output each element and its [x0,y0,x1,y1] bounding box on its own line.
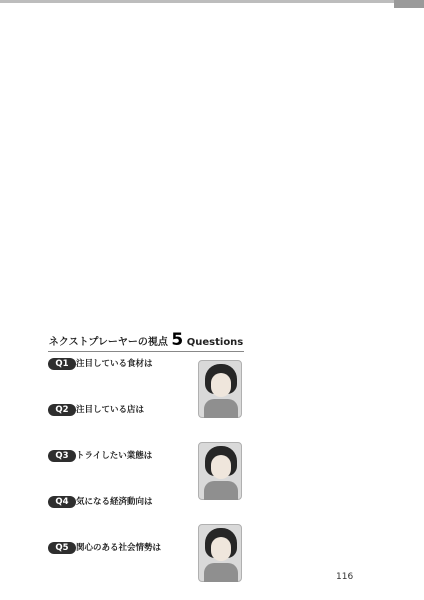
question-header [48,358,194,371]
body-column-6 [344,336,408,568]
top-border-rule [0,0,424,3]
question-number-badge: Q5 [48,542,76,554]
portrait-photo [198,524,242,582]
question-number-badge: Q4 [48,496,76,508]
question-number-badge: Q2 [48,404,76,416]
question-heading: 気になる経済動向は [76,497,153,507]
question-item [48,450,194,488]
question-header [48,542,194,555]
page-number: 116 [336,572,354,582]
question-heading: 注目している食材は [76,359,153,369]
question-answer [48,372,194,396]
questions-title-divider [48,351,244,352]
questions-title-suffix: Questions [186,337,244,348]
question-item [48,496,194,534]
body-column-5 [20,22,122,314]
questions-panel-title [48,330,244,350]
question-heading: 関心のある社会情勢は [76,543,162,553]
question-answer [48,418,194,442]
question-header [48,450,194,463]
question-heading: トライしたい業態は [76,451,153,461]
question-number-badge: Q1 [48,358,76,370]
question-answer [48,464,194,488]
body-column-2 [286,22,354,314]
portrait-photo [198,442,242,500]
top-corner-mark [394,0,424,8]
question-answer [48,556,194,580]
question-item [48,404,194,442]
questions-panel [48,330,244,588]
question-header [48,496,194,509]
questions-title-prefix: ネクストプレーヤーの視点 [48,337,168,348]
questions-title-number: 5 [171,330,184,350]
question-answer [48,510,194,534]
question-number-badge: Q3 [48,450,76,462]
body-column-1 [360,22,414,314]
body-column-3 [208,22,280,314]
body-column-4 [128,22,202,314]
portrait-photo [198,360,242,418]
question-heading: 注目している店は [76,405,145,415]
question-item [48,358,194,396]
question-item [48,542,194,580]
question-header [48,404,194,417]
body-column-7 [256,336,340,568]
